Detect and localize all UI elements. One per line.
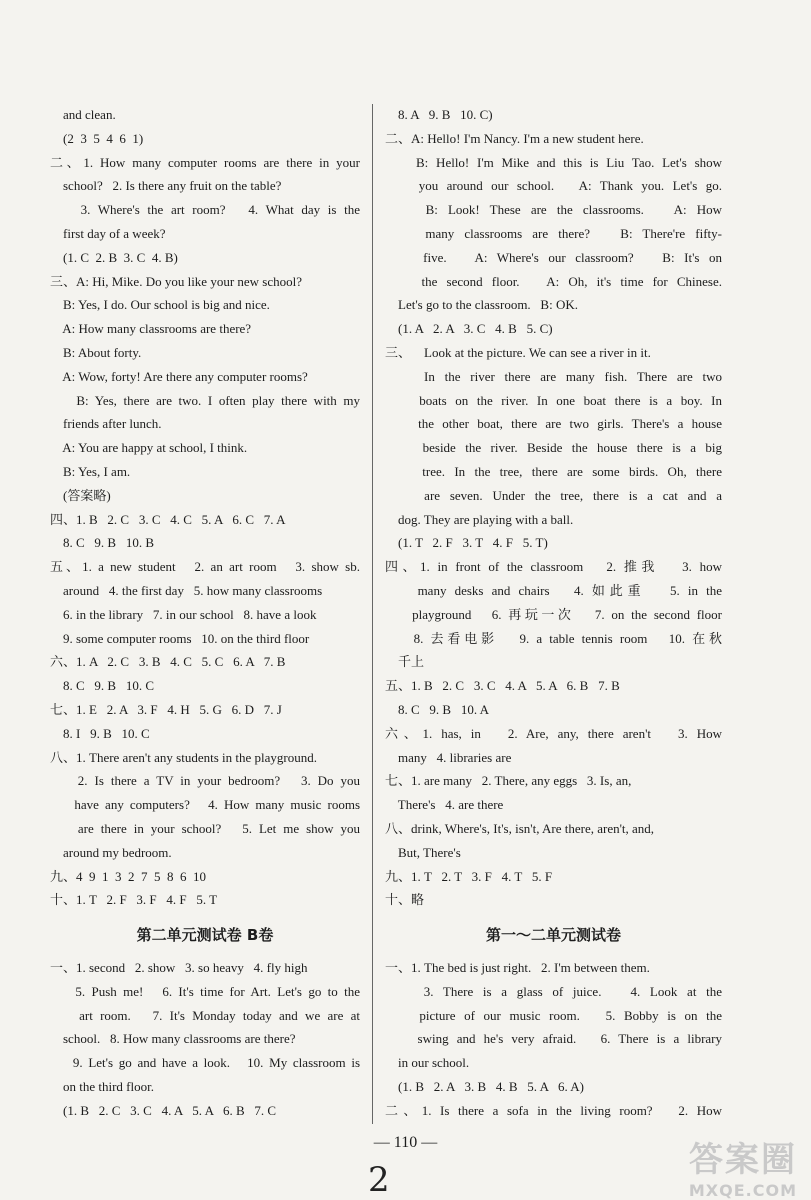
answer-line: first day of a week? xyxy=(50,225,166,241)
answer-line: 二、1. Is there a sofa in the living room? 2. How xyxy=(385,1102,722,1118)
answer-line: (1. T 2. F 3. T 4. F 5. T) xyxy=(385,535,548,551)
answer-line: 8. C 9. B 10. B xyxy=(50,535,155,551)
answer-line: swing and he's very afraid. 6. There is a library xyxy=(385,1031,722,1047)
answer-line: boats on the river. In one boat there is a boy. In xyxy=(385,392,722,408)
section-title-unit1-2: 第一～二单元测试卷 xyxy=(485,926,621,945)
answer-line: art room. 7. It's Monday today and we are at xyxy=(50,1007,360,1023)
answer-line: 五、1. a new student 2. an art room 3. show sb. xyxy=(50,559,360,575)
answer-line: on the third floor. xyxy=(50,1079,154,1095)
answer-line: B: About forty. xyxy=(50,344,142,360)
answer-line: 2. Is there a TV in your bedroom? 3. Do you xyxy=(50,773,360,789)
answer-line: But, There's xyxy=(385,844,461,860)
answer-line: (1. C 2. B 3. C 4. B) xyxy=(50,249,178,265)
answer-line: B: Look! These are the classrooms. A: How xyxy=(385,202,722,218)
answer-line: 五、1. B 2. C 3. C 4. A 5. A 6. B 7. B xyxy=(385,678,620,694)
page-number: — 110 — xyxy=(373,1134,438,1151)
answer-line: (1. A 2. A 3. C 4. B 5. C) xyxy=(385,321,553,337)
answer-line: you around our school. A: Thank you. Let's go. xyxy=(385,178,722,194)
answer-line: school? 2. Is there any fruit on the table? xyxy=(50,178,282,194)
answer-line: (1. B 2. A 3. B 4. B 5. A 6. A) xyxy=(385,1079,584,1095)
answer-line: B: Yes, I do. Our school is big and nice. xyxy=(50,297,270,313)
answer-line: picture of our music room. 5. Bobby is on the xyxy=(385,1007,722,1023)
answer-line: 9. some computer rooms 10. on the third floor xyxy=(50,630,310,646)
answer-line: 6. in the library 7. in our school 8. have a look xyxy=(50,606,317,622)
left-column xyxy=(50,103,360,1123)
answer-line: 四、1. B 2. C 3. C 4. C 5. A 6. C 7. A xyxy=(50,511,286,527)
answer-line: school. 8. How many classrooms are there? xyxy=(50,1031,296,1047)
answer-line: In the river there are many fish. There are two xyxy=(385,368,722,384)
answer-line: B: Hello! I'm Mike and this is Liu Tao. Let's show xyxy=(385,154,722,170)
answer-line: 8. 去看电影 9. a table tennis room 10. 在秋 xyxy=(385,630,722,646)
watermark-url: MXQE.COM xyxy=(688,1181,797,1200)
answer-line: have any computers? 4. How many music rooms xyxy=(50,797,360,813)
answer-line: 三、 Look at the picture. We can see a river in it. xyxy=(385,344,651,360)
answer-line: (2 3 5 4 6 1) xyxy=(50,130,144,146)
answer-line: A: How many classrooms are there? xyxy=(50,321,252,337)
answer-line: 十、略 xyxy=(385,892,425,908)
answer-line: 七、1. E 2. A 3. F 4. H 5. G 6. D 7. J xyxy=(50,701,282,717)
left-answer-lines-2 xyxy=(50,956,360,1123)
answer-line: in our school. xyxy=(385,1055,470,1071)
answer-line: the other boat, there are two girls. There's a house xyxy=(385,416,722,432)
answer-line: 8. I 9. B 10. C xyxy=(50,725,150,741)
answer-line: 8. A 9. B 10. C) xyxy=(385,107,493,122)
answer-line: 8. C 9. B 10. A xyxy=(385,701,490,717)
answer-line: beside the river. Beside the house there is a big xyxy=(385,440,722,456)
answer-line: 3. Where's the art room? 4. What day is the xyxy=(50,202,360,218)
watermark xyxy=(689,1132,797,1200)
answer-line: and clean. xyxy=(50,107,116,122)
handwritten-mark: 2 xyxy=(368,1160,390,1200)
right-answer-lines-2 xyxy=(385,956,722,1123)
answer-line: many classrooms are there? B: There're fifty- xyxy=(385,225,722,241)
answer-line: 六、1. has, in 2. Are, any, there aren't 3. How xyxy=(385,725,722,741)
answer-line: A: Wow, forty! Are there any computer rooms? xyxy=(50,368,308,384)
answer-line: 九、4 9 1 3 2 7 5 8 6 10 xyxy=(50,868,207,884)
answer-line: playground 6. 再玩一次 7. on the second floor xyxy=(385,606,722,622)
answer-line: Let's go to the classroom. B: OK. xyxy=(385,297,578,313)
answer-line: tree. In the tree, there are some birds. Oh, there xyxy=(385,463,722,479)
answer-line: dog. They are playing with a ball. xyxy=(385,511,574,527)
answer-line: 一、1. The bed is just right. 2. I'm between them. xyxy=(385,960,650,976)
answer-line: 二、1. How many computer rooms are there in your xyxy=(50,154,360,170)
answer-line: 三、A: Hi, Mike. Do you like your new school? xyxy=(50,273,303,289)
answer-line: 十、1. T 2. F 3. F 4. F 5. T xyxy=(50,892,218,908)
answer-line: 3. There is a glass of juice. 4. Look at the xyxy=(385,983,722,999)
answer-line: many desks and chairs 4. 如此重 5. in the xyxy=(385,582,722,598)
answer-line: around 4. the first day 5. how many classrooms xyxy=(50,582,323,598)
answer-line: (1. B 2. C 3. C 4. A 5. A 6. B 7. C xyxy=(50,1102,277,1118)
answer-line: 九、1. T 2. T 3. F 4. T 5. F xyxy=(385,868,553,884)
section-title-unit2-b: 第二单元测试卷 B卷 xyxy=(136,926,274,945)
answer-line: 六、1. A 2. C 3. B 4. C 5. C 6. A 7. B xyxy=(50,654,286,670)
right-column xyxy=(385,103,722,1123)
answer-line: 二、A: Hello! I'm Nancy. I'm a new student here. xyxy=(385,130,644,146)
answer-line: (答案略) xyxy=(50,487,111,503)
answer-line: 四、1. in front of the classroom 2. 推我 3. how xyxy=(385,559,722,575)
answer-line: many 4. libraries are xyxy=(385,749,512,765)
answer-line: 千上 xyxy=(385,654,425,670)
answer-line: friends after lunch. xyxy=(50,416,162,432)
left-answer-lines xyxy=(50,103,360,912)
answer-line: the second floor. A: Oh, it's time for Chinese. xyxy=(385,273,722,289)
answer-line: 5. Push me! 6. It's time for Art. Let's go to the xyxy=(50,983,360,999)
answer-line: B: Yes, I am. xyxy=(50,463,131,479)
answer-line: 八、drink, Where's, It's, isn't, Are there, aren't, and, xyxy=(385,820,655,836)
answer-line: There's 4. are there xyxy=(385,797,504,813)
answer-line: around my bedroom. xyxy=(50,844,172,860)
answer-line: 9. Let's go and have a look. 10. My classroom is xyxy=(50,1055,360,1071)
column-divider xyxy=(372,104,373,1124)
watermark-logo: 答案圈 xyxy=(689,1140,797,1180)
answer-line: are seven. Under the tree, there is a cat and a xyxy=(385,487,722,503)
answer-line: 七、1. are many 2. There, any eggs 3. Is, an, xyxy=(385,773,632,789)
answer-line: 一、1. second 2. show 3. so heavy 4. fly high xyxy=(50,960,308,976)
answer-line: are there in your school? 5. Let me show you xyxy=(50,820,360,836)
answer-line: B: Yes, there are two. I often play there with my xyxy=(50,392,360,408)
answer-line: 8. C 9. B 10. C xyxy=(50,678,155,694)
right-answer-lines xyxy=(385,103,722,912)
answer-line: five. A: Where's our classroom? B: It's on xyxy=(385,249,722,265)
answer-line: A: You are happy at school, I think. xyxy=(50,440,248,456)
answer-line: 八、1. There aren't any students in the playground. xyxy=(50,749,317,765)
